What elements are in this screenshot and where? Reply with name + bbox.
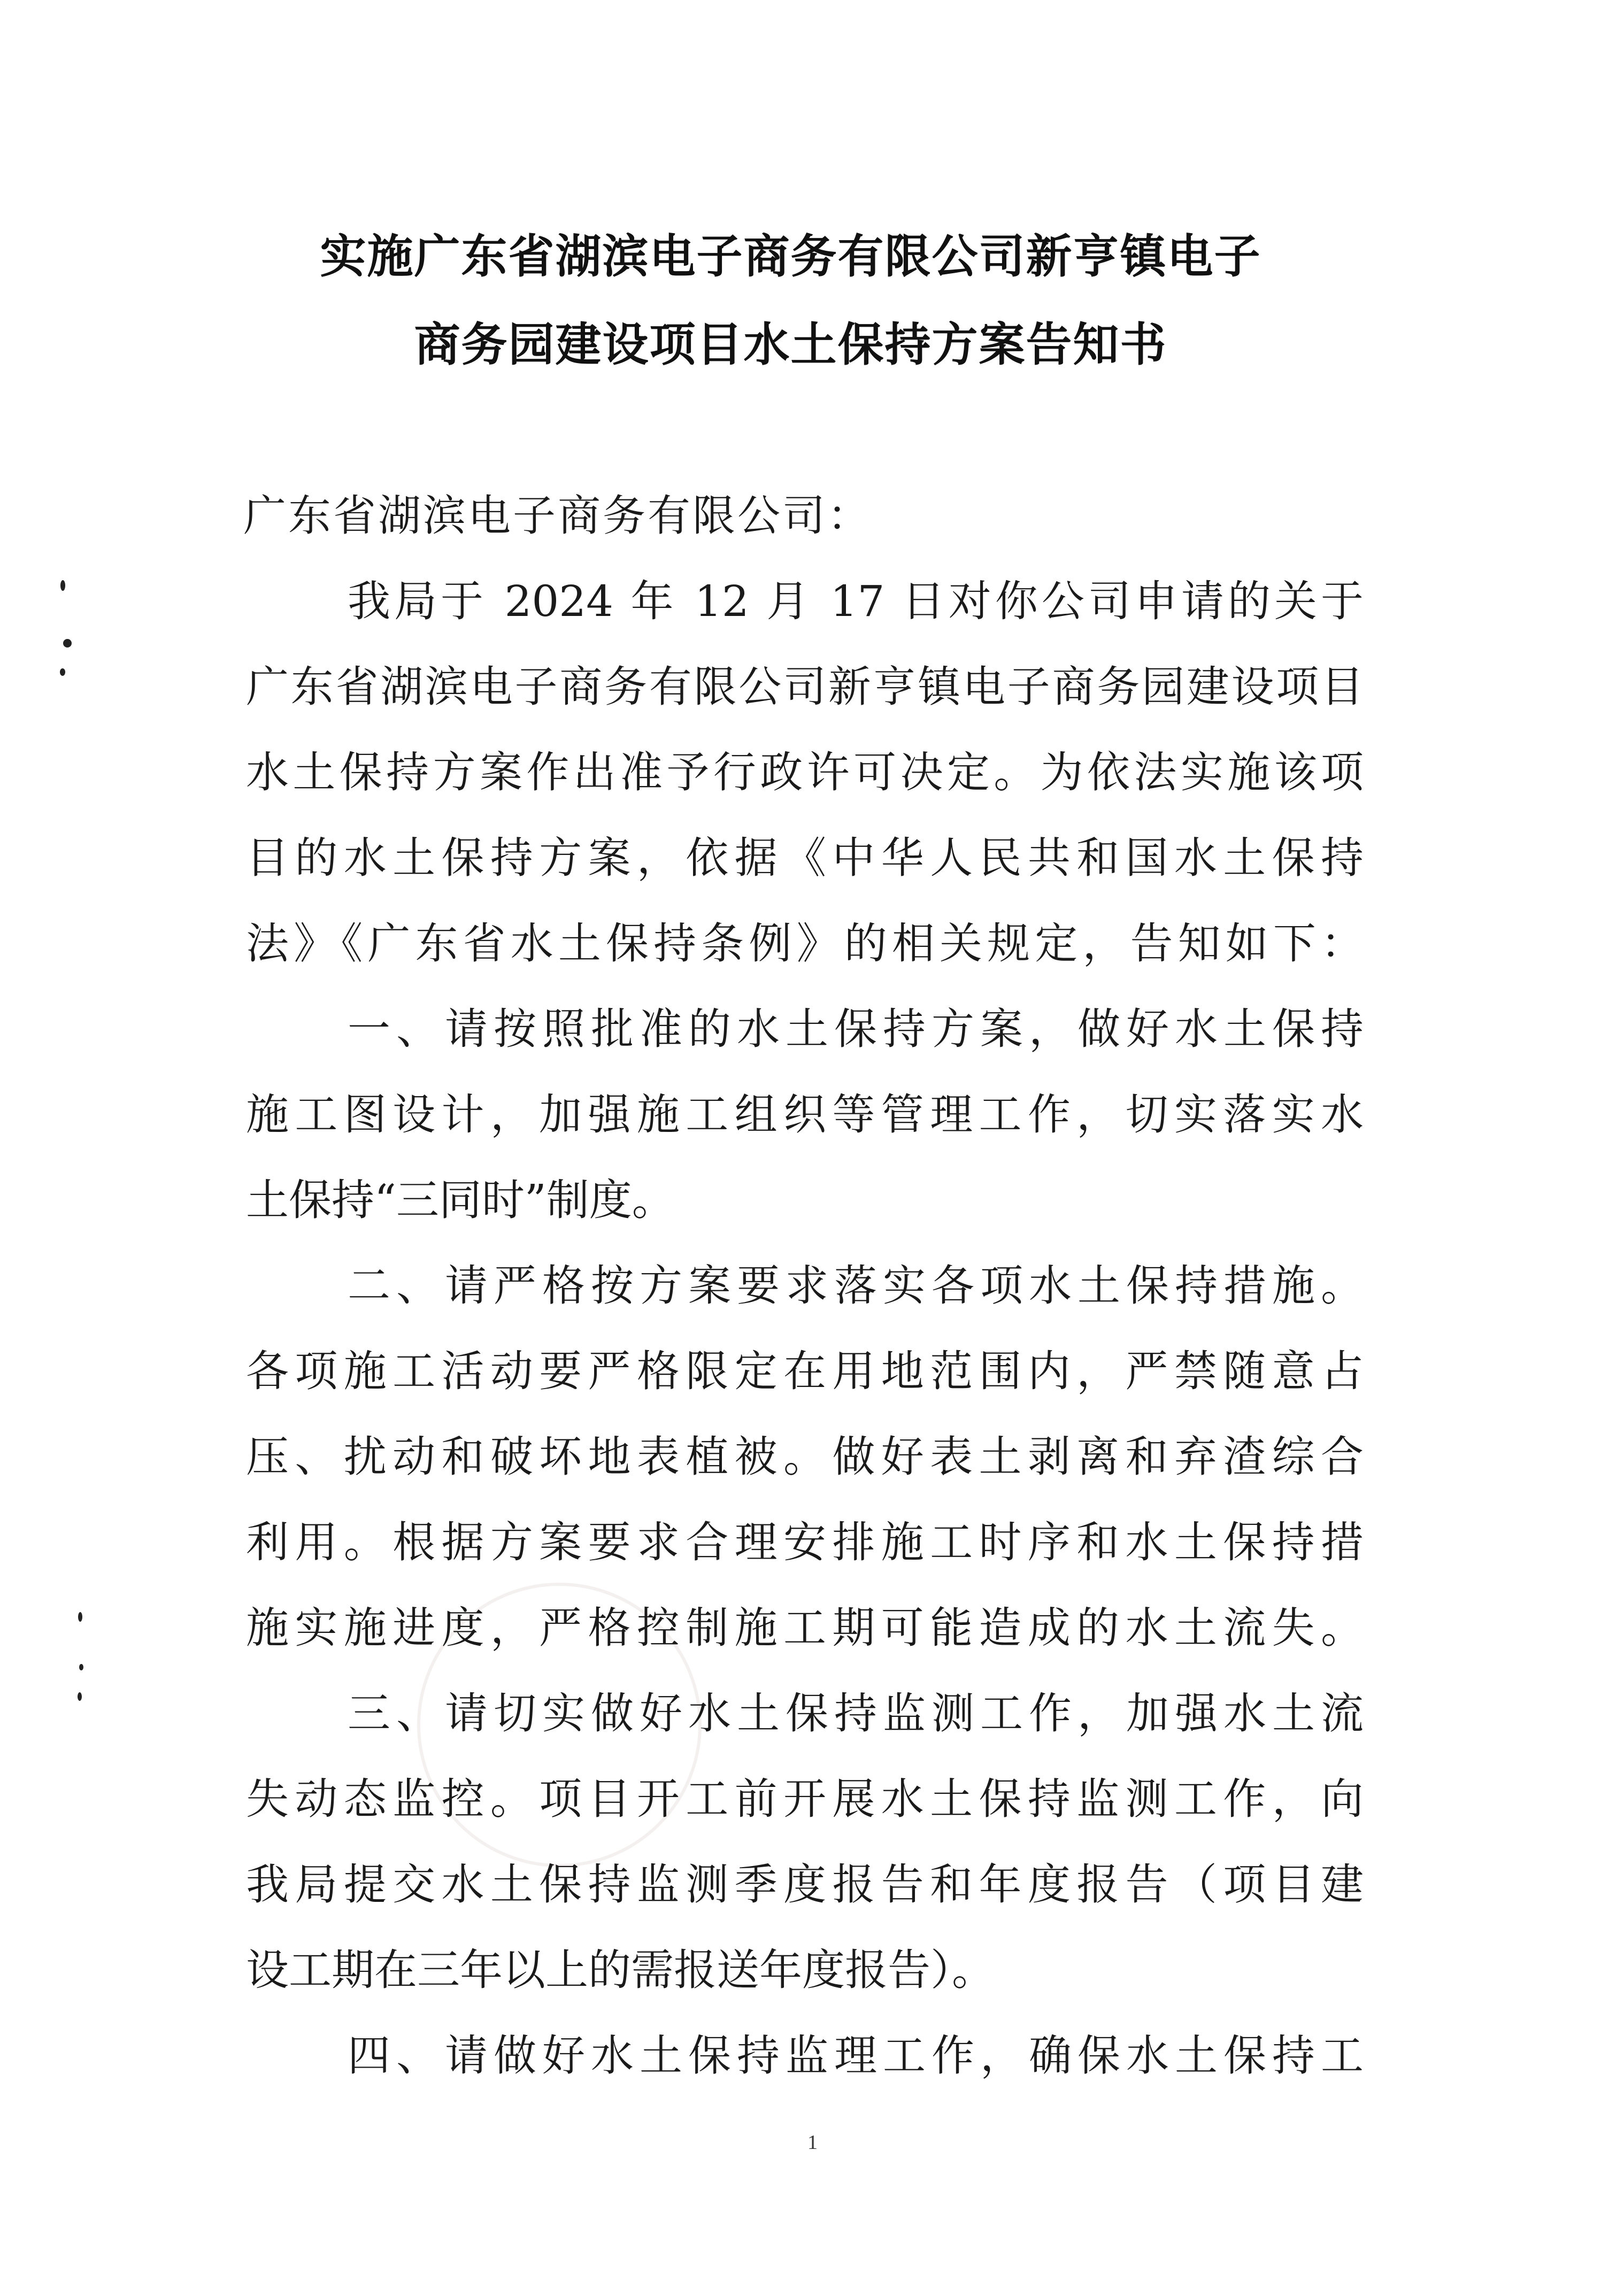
document-title-line-2: 商务园建设项目水土保持方案告知书 bbox=[414, 318, 1167, 372]
body-line: 二、请严格按方案要求落实各项水土保持措施。 bbox=[348, 1261, 1364, 1311]
binding-mark bbox=[60, 668, 65, 676]
body-line: 设工期在三年以上的需报送年度报告）。 bbox=[246, 1945, 995, 1995]
body-line: 一、请按照批准的水土保持方案，做好水土保持 bbox=[348, 1004, 1364, 1054]
body-line: 法》《广东省水土保持条例》的相关规定，告知如下： bbox=[246, 919, 1364, 968]
body-line: 我局提交水土保持监测季度报告和年度报告（项目建 bbox=[246, 1860, 1364, 1909]
body-line: 目的水土保持方案，依据《中华人民共和国水土保持 bbox=[246, 833, 1364, 883]
body-line: 广东省湖滨电子商务有限公司新亨镇电子商务园建设项目 bbox=[246, 662, 1364, 712]
salutation: 广东省湖滨电子商务有限公司： bbox=[243, 491, 872, 541]
body-line: 三、请切实做好水土保持监测工作，加强水土流 bbox=[348, 1689, 1364, 1738]
body-line: 利用。根据方案要求合理安排施工时序和水土保持措 bbox=[246, 1517, 1364, 1567]
binding-mark bbox=[79, 1664, 83, 1670]
binding-mark bbox=[78, 1692, 82, 1701]
page-number: 1 bbox=[807, 2131, 818, 2154]
body-line: 施工图设计，加强施工组织等管理工作，切实落实水 bbox=[246, 1090, 1364, 1139]
document-title-line-1: 实施广东省湖滨电子商务有限公司新亨镇电子 bbox=[320, 229, 1261, 283]
binding-mark bbox=[63, 639, 72, 648]
body-line: 压、扰动和破坏地表植被。做好表土剥离和弃渣综合 bbox=[246, 1432, 1364, 1482]
body-line: 我局于 2024 年 12 月 17 日对你公司申请的关于 bbox=[348, 576, 1364, 626]
body-line: 土保持“三同时”制度。 bbox=[246, 1175, 675, 1225]
binding-mark bbox=[78, 1612, 82, 1622]
body-line: 各项施工活动要严格限定在用地范围内，严禁随意占 bbox=[246, 1346, 1364, 1396]
body-line: 水土保持方案作出准予行政许可决定。为依法实施该项 bbox=[246, 747, 1364, 797]
body-line: 失动态监控。项目开工前开展水土保持监测工作，向 bbox=[246, 1774, 1364, 1824]
body-line: 四、请做好水土保持监理工作，确保水土保持工 bbox=[348, 2031, 1364, 2080]
body-line: 施实施进度，严格控制施工期可能造成的水土流失。 bbox=[246, 1603, 1364, 1653]
binding-mark bbox=[60, 580, 65, 591]
